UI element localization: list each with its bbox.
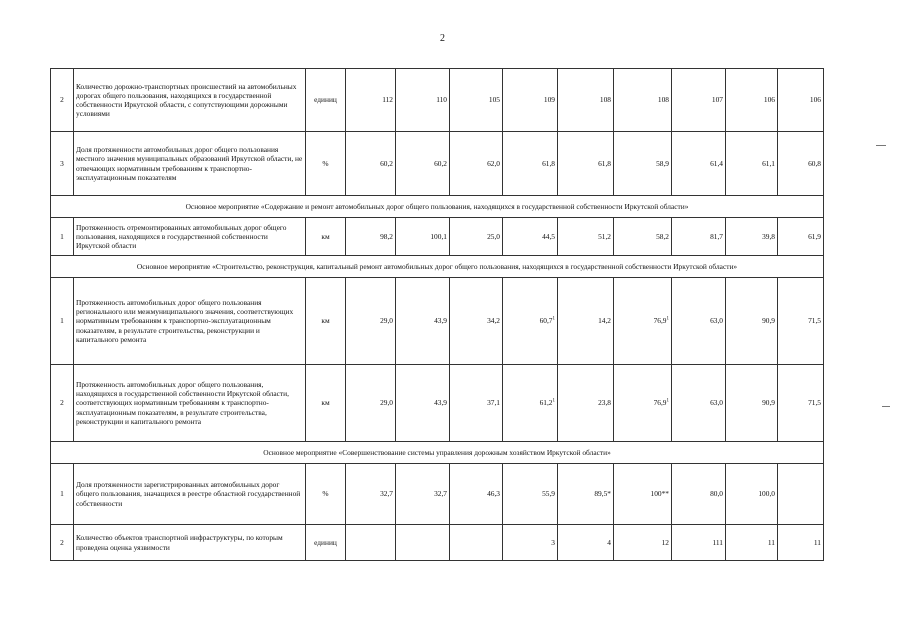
value-text: 37,1 [487, 398, 500, 408]
value-cell [558, 365, 614, 442]
section-title: Основное мероприятие «Совершенствование системы управления дорожным хозяйством Иркутской области» [51, 442, 824, 464]
value-text: 51,2 [598, 231, 611, 241]
value-text: 90,9 [762, 316, 775, 326]
section-header-row [51, 196, 824, 218]
unit-cell: км [306, 218, 346, 256]
row-number: 2 [51, 365, 74, 442]
value-cell [672, 365, 726, 442]
value-text: 61,4 [710, 158, 723, 168]
value-text: 89,5* [594, 489, 611, 499]
value-cell [450, 69, 503, 132]
unit-cell: единиц [306, 69, 346, 132]
value-cell [726, 365, 778, 442]
value-cell [503, 69, 558, 132]
value-cell [778, 464, 824, 525]
value-text: 106 [809, 95, 821, 105]
value-text: 25,0 [487, 231, 500, 241]
value-cell [346, 132, 396, 196]
indicator-name: Протяженность автомобильных дорог общего пользования регионального или межмуниципального значения, соответствующих нормативным требованиям к транспортно-эксплуатационным показателям, в результате строительства, реконструкции и капитального ремонта [74, 278, 306, 365]
value-text: 98,2 [380, 231, 393, 241]
value-cell [672, 278, 726, 365]
value-cell [778, 278, 824, 365]
value-cell [450, 278, 503, 365]
value-cell [503, 278, 558, 365]
value-text: 4 [607, 537, 611, 547]
row-number: 2 [51, 525, 74, 561]
value-text: 58,9 [656, 158, 669, 168]
value-cell [778, 365, 824, 442]
unit-cell: км [306, 365, 346, 442]
value-cell [614, 464, 672, 525]
value-cell [558, 69, 614, 132]
value-text: 12 [661, 537, 669, 547]
value-text: 60,2 [434, 158, 447, 168]
value-cell [346, 69, 396, 132]
value-text: 60,8 [808, 158, 821, 168]
value-text: 11 [767, 537, 775, 547]
value-cell [614, 365, 672, 442]
row-number: 1 [51, 218, 74, 256]
value-text: 108 [599, 95, 611, 105]
value-text: 29,0 [380, 398, 393, 408]
value-text: 76,9 [653, 316, 667, 326]
value-cell [396, 278, 450, 365]
value-text: 63,0 [710, 316, 723, 326]
value-text: 62,0 [487, 158, 500, 168]
value-cell [614, 525, 672, 561]
value-cell [503, 132, 558, 196]
value-cell [778, 132, 824, 196]
value-text: 110 [436, 95, 447, 105]
section-title: Основное мероприятие «Строительство, реконструкция, капитальный ремонт автомобильных дорог общего пользования, находящихся в государственной собственности Иркутской области» [51, 256, 824, 278]
value-cell [396, 218, 450, 256]
value-cell [396, 69, 450, 132]
value-cell [726, 132, 778, 196]
indicators-table [50, 68, 824, 561]
value-cell [614, 132, 672, 196]
table-row [51, 525, 824, 561]
value-cell [346, 218, 396, 256]
indicator-name: Протяженность автомобильных дорог общего пользования, находящихся в государственной собственности Иркутской области, соответствующих нормативным требованиям к транспортно-эксплуатационным показателям, в результате строительства, реконструкции и капитального ремонта [74, 365, 306, 442]
value-text: 46,3 [487, 489, 500, 499]
value-text: 90,9 [762, 398, 775, 408]
value-text: 100,0 [758, 489, 775, 499]
unit-cell: % [306, 464, 346, 525]
table-row [51, 218, 824, 256]
value-cell [614, 278, 672, 365]
value-text: 29,0 [380, 316, 393, 326]
value-cell [672, 218, 726, 256]
value-cell [346, 365, 396, 442]
value-cell [558, 525, 614, 561]
value-cell [778, 69, 824, 132]
value-cell [450, 464, 503, 525]
table-row [51, 69, 824, 132]
section-title: Основное мероприятие «Содержание и ремонт автомобильных дорог общего пользования, находящихся в государственной собственности Иркутской области» [51, 196, 824, 218]
section-header-row [51, 256, 824, 278]
value-text: 32,7 [380, 489, 393, 499]
unit-cell: % [306, 132, 346, 196]
value-text: 55,9 [542, 489, 555, 499]
value-text: 39,8 [762, 231, 775, 241]
value-text: 43,9 [434, 398, 447, 408]
margin-mark [876, 145, 886, 146]
value-cell [396, 132, 450, 196]
table-row [51, 278, 824, 365]
value-cell [450, 365, 503, 442]
indicator-name: Количество объектов транспортной инфраструктуры, по которым проведена оценка уязвимости [74, 525, 306, 561]
table-row [51, 365, 824, 442]
value-text: 61,8 [598, 158, 611, 168]
value-cell [778, 525, 824, 561]
value-cell [396, 365, 450, 442]
indicator-name: Количество дорожно-транспортных происшествий на автомобильных дорогах общего пользования, находящихся в государственной собственности Иркутской области, с сопутствующими дорожными условиями [74, 69, 306, 132]
value-text: 71,5 [808, 316, 821, 326]
row-number: 3 [51, 132, 74, 196]
value-cell [726, 464, 778, 525]
value-cell [503, 365, 558, 442]
value-text: 61,8 [542, 158, 555, 168]
value-text: 32,7 [434, 489, 447, 499]
value-cell [346, 278, 396, 365]
footnote-mark: 1 [552, 399, 555, 405]
value-text: 100,1 [430, 231, 447, 241]
value-cell [726, 525, 778, 561]
value-cell [450, 525, 503, 561]
value-cell [450, 218, 503, 256]
value-text: 44,5 [542, 231, 555, 241]
value-text: 14,2 [598, 316, 611, 326]
value-cell [346, 464, 396, 525]
value-cell [346, 525, 396, 561]
value-text: 43,9 [434, 316, 447, 326]
value-text: 61,1 [762, 158, 775, 168]
value-cell [778, 218, 824, 256]
value-text: 11 [813, 537, 821, 547]
value-text: 109 [543, 95, 555, 105]
value-text: 71,5 [808, 398, 821, 408]
page-number: 2 [440, 33, 445, 44]
value-cell [396, 464, 450, 525]
footnote-mark: 1 [552, 317, 555, 323]
value-text: 3 [551, 537, 555, 547]
value-text: 81,7 [710, 231, 723, 241]
value-cell [396, 525, 450, 561]
value-cell [726, 69, 778, 132]
value-cell [614, 69, 672, 132]
unit-cell: км [306, 278, 346, 365]
value-text: 76,9 [653, 398, 667, 408]
value-cell [672, 132, 726, 196]
indicator-name: Доля протяженности автомобильных дорог общего пользования местного значения муниципальных образований Иркутской области, не отвечающих нормативным требованиям к транспортно-эксплуатационным показателям [74, 132, 306, 196]
row-number: 1 [51, 464, 74, 525]
value-text: 106 [763, 95, 775, 105]
value-text: 107 [711, 95, 723, 105]
value-text: 61,9 [808, 231, 821, 241]
value-cell [558, 278, 614, 365]
value-cell [503, 525, 558, 561]
margin-mark [882, 406, 890, 407]
value-cell [672, 525, 726, 561]
table-row [51, 464, 824, 525]
table-body [51, 69, 824, 561]
value-text: 60,7 [539, 316, 553, 326]
value-cell [558, 464, 614, 525]
value-cell [672, 464, 726, 525]
value-text: 60,2 [380, 158, 393, 168]
indicator-name: Протяженность отремонтированных автомобильных дорог общего пользования, находящихся в государственной собственности Иркутской области [74, 218, 306, 256]
value-cell [726, 278, 778, 365]
value-text: 100** [650, 489, 669, 499]
value-cell [558, 218, 614, 256]
row-number: 2 [51, 69, 74, 132]
table-row [51, 132, 824, 196]
value-text: 108 [657, 95, 669, 105]
value-text: 63,0 [710, 398, 723, 408]
value-text: 111 [712, 537, 723, 547]
value-text: 61,2 [539, 398, 553, 408]
value-cell [503, 464, 558, 525]
value-text: 23,8 [598, 398, 611, 408]
value-cell [503, 218, 558, 256]
value-text: 112 [382, 95, 393, 105]
section-header-row [51, 442, 824, 464]
value-text: 105 [488, 95, 500, 105]
value-cell [450, 132, 503, 196]
row-number: 1 [51, 278, 74, 365]
value-cell [672, 69, 726, 132]
indicator-name: Доля протяженности зарегистрированных автомобильных дорог общего пользования, значащихся в реестре областной государственной собственности [74, 464, 306, 525]
value-cell [726, 218, 778, 256]
unit-cell: единиц [306, 525, 346, 561]
value-text: 58,2 [656, 231, 669, 241]
footnote-mark: 1 [666, 399, 669, 405]
value-cell [614, 218, 672, 256]
value-cell [558, 132, 614, 196]
value-text: 80,0 [710, 489, 723, 499]
value-text: 34,2 [487, 316, 500, 326]
footnote-mark: 1 [666, 317, 669, 323]
